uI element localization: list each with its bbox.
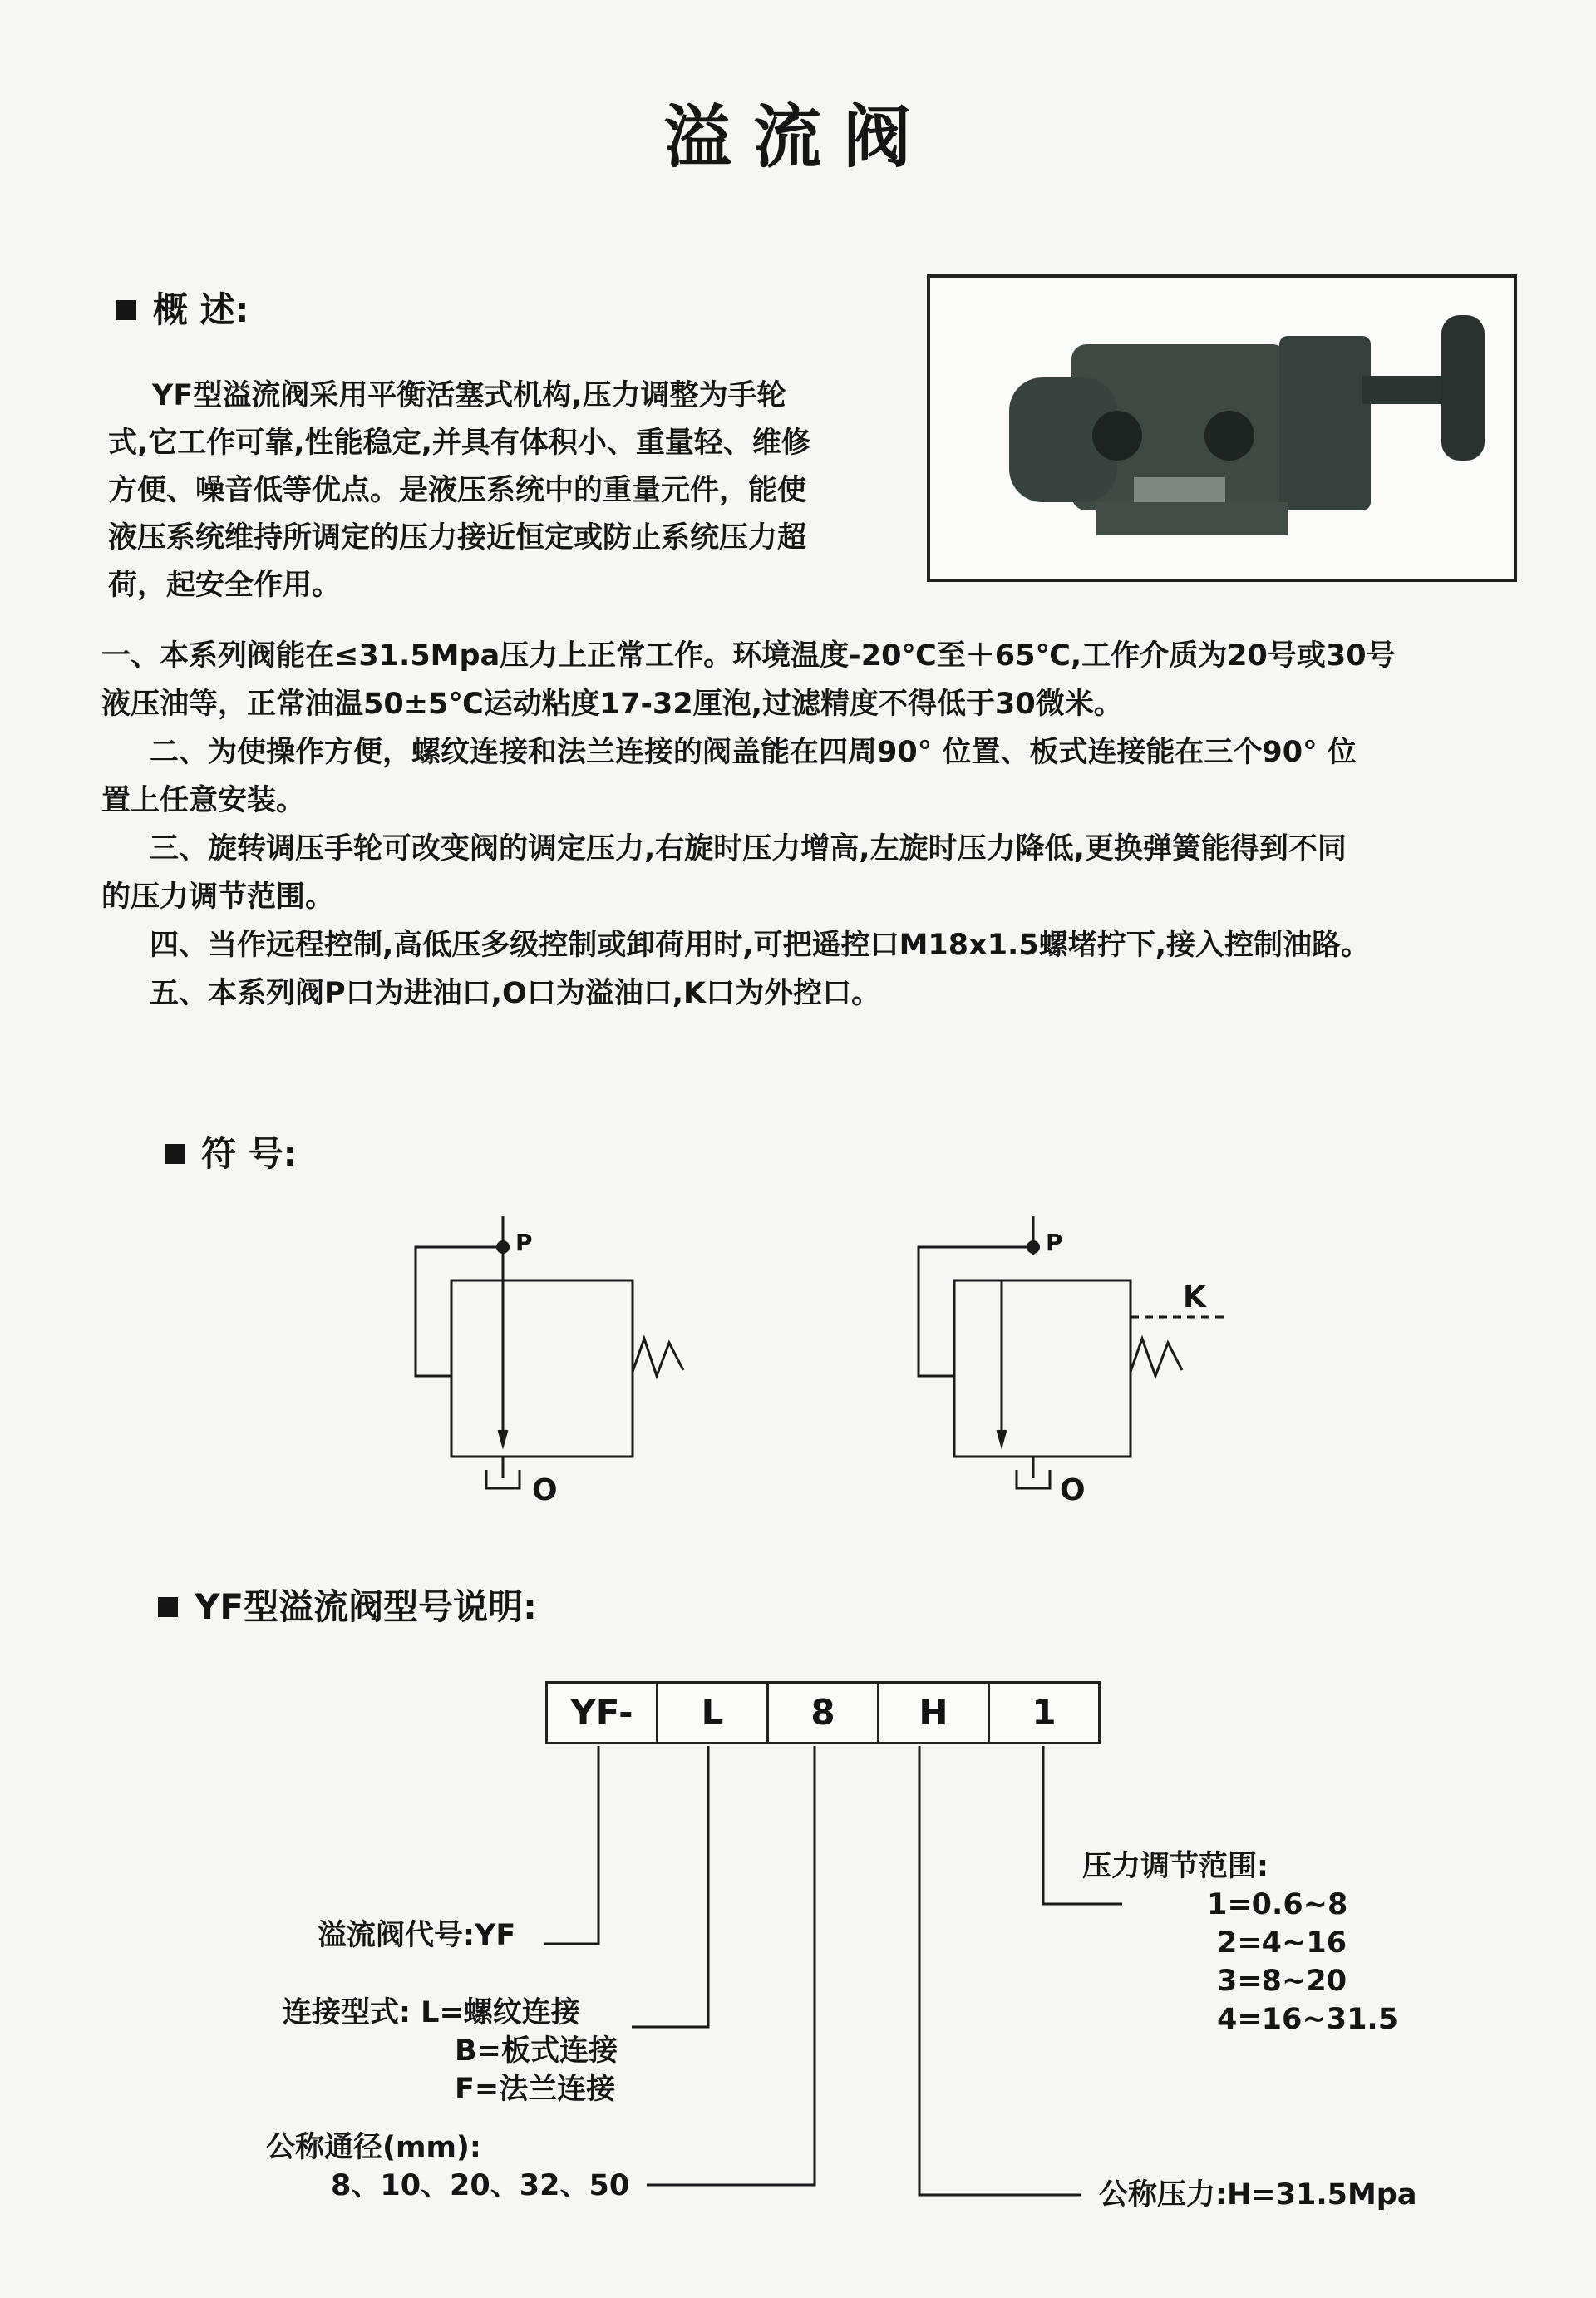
pressure-range-2: 2=4~16 xyxy=(1217,1926,1347,1960)
symbol-2-port-p: P xyxy=(1046,1229,1063,1256)
pressure-range-label: 压力调节范围: xyxy=(1082,1850,1268,1883)
pressure-range-3: 3=8~20 xyxy=(1217,1965,1347,1998)
pressure-range-1: 1=0.6~8 xyxy=(1207,1888,1348,1921)
diameter-values: 8、10、20、32、50 xyxy=(331,2169,630,2202)
pressure-range-4: 4=16~31.5 xyxy=(1217,2003,1399,2036)
connection-line-2: B=板式连接 xyxy=(455,2034,618,2068)
spec-line-1: 一、本系列阀能在≤31.5Mpa压力上正常工作。环境温度-20℃至＋65℃,工作介质为20号或30号 xyxy=(101,639,1396,673)
page-title: 溢流阀 xyxy=(663,98,933,177)
diameter-label: 公称通径(mm): xyxy=(266,2131,481,2164)
spec-line-4: 置上任意安装。 xyxy=(101,784,306,817)
symbol-2-port-o: O xyxy=(1060,1473,1086,1507)
connection-type-block xyxy=(283,1994,618,2108)
spec-line-5: 三、旋转调压手轮可改变阀的调定压力,右旋时压力增高,左旋时压力降低,更换弹簧能得到不同 xyxy=(150,832,1347,865)
model-cell-diameter: 8 xyxy=(769,1684,879,1742)
model-cell-type: YF- xyxy=(548,1684,658,1742)
model-heading-text: YF型溢流阀型号说明: xyxy=(195,1586,537,1627)
nominal-pressure-label: 公称压力:H=31.5Mpa xyxy=(1099,2178,1417,2212)
model-cell-range: 1 xyxy=(1032,1692,1057,1733)
overview-paragraph: YF型溢流阀采用平衡活塞式机构,压力调整为手轮式,它工作可靠,性能稳定,并具有体积小、重量轻、维修方便、噪音低等优点。是液压系统中的重量元件，能使液压系统维持所调定的压力接近恒定或防止系统压力超荷，起安全作用。 xyxy=(108,379,810,602)
diameter-block xyxy=(266,2128,629,2205)
pressure-range-block xyxy=(1082,1847,1398,2039)
model-cell-pressure: H xyxy=(879,1684,990,1742)
symbols-heading-text: 符 号: xyxy=(201,1133,298,1174)
symbol-2-port-k: K xyxy=(1183,1280,1206,1314)
connection-line-1: 连接型式: L=螺纹连接 xyxy=(283,1996,580,2029)
overview-heading-text: 概 述: xyxy=(153,289,249,330)
code-label: 溢流阀代号:YF xyxy=(318,1919,516,1952)
spec-line-7: 四、当作远程控制,高低压多级控制或卸荷用时,可把遥控口M18x1.5螺堵拧下,接入控制油路。 xyxy=(150,929,1371,962)
spec-line-2: 液压油等，正常油温50±5℃运动粘度17-32厘泡,过滤精度不得低于30微米。 xyxy=(101,688,1123,721)
spec-line-3: 二、为使操作方便，螺纹连接和法兰连接的阀盖能在四周90° 位置、板式连接能在三个90° 位 xyxy=(150,736,1357,769)
symbol-1-port-p: P xyxy=(515,1229,533,1256)
spec-line-8: 五、本系列阀P口为进油口,O口为溢油口,K口为外控口。 xyxy=(150,977,881,1010)
spec-line-6: 的压力调节范围。 xyxy=(101,880,335,914)
symbol-1-port-o: O xyxy=(532,1473,558,1507)
connection-line-3: F=法兰连接 xyxy=(455,2073,616,2106)
model-cell-connection: L xyxy=(658,1684,769,1742)
